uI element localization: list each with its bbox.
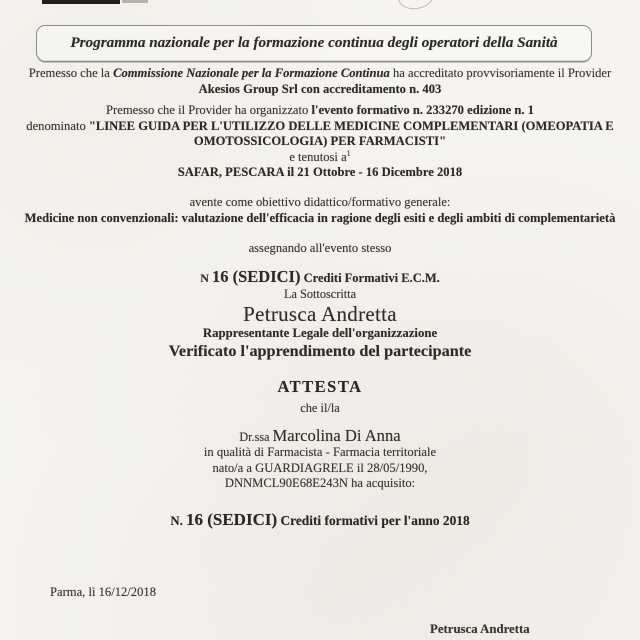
event-number: l'evento formativo n. 233270 edizione n. 1 xyxy=(311,103,534,117)
accreditation-mid: ha accreditato provvisoriamente il Provider xyxy=(389,66,612,80)
credits-n-label: N xyxy=(200,271,209,285)
objective-paragraph xyxy=(20,195,620,226)
verification-line: Verificato l'apprendimento del partecipante xyxy=(168,342,472,360)
credits-awarded-line xyxy=(20,269,620,287)
banner-title: Programma nazionale per la formazione continua degli operatori della Sanità xyxy=(36,25,592,62)
footnote-marker: 1 xyxy=(346,148,351,158)
participant-birth: nato/a a GUARDIAGRELE il 28/05/1990, xyxy=(212,460,428,475)
denominato-label: denominato xyxy=(26,118,89,133)
objective-intro: avente come obiettivo didattico/formativo generale: xyxy=(189,195,451,209)
accreditation-paragraph xyxy=(20,66,620,97)
final-credits-amount: 16 (SEDICI) xyxy=(185,510,278,529)
credits-label: Crediti Formativi E.C.M. xyxy=(300,271,440,285)
provider-name: Akesios Group Srl con accreditamento n. 403 xyxy=(198,81,442,96)
place-date: Parma, lì 16/12/2018 xyxy=(50,585,156,599)
accreditation-pre: Premesso che la xyxy=(28,66,114,80)
cropped-stamp-edge-icon xyxy=(396,0,436,12)
credits-final-line xyxy=(20,512,620,530)
participant-title: Dr.ssa xyxy=(239,430,273,444)
assignment-line: assegnando all'evento stesso xyxy=(248,241,392,255)
final-credits-label: Crediti formativi per l'anno 2018 xyxy=(277,513,470,528)
participant-block xyxy=(20,428,620,492)
credits-amount: 16 (SEDICI) xyxy=(211,267,301,286)
event-pre: Premesso che il Provider ha organizzato xyxy=(106,103,312,117)
event-title: "LINEE GUIDA PER L'UTILIZZO DELLE MEDICINE COMPLEMENTARI (OMEOPATIA E OMOTOSSICOLOGIA) PER FARMACISTI" xyxy=(88,118,614,149)
participant-qualification: in qualità di Farmacista - Farmacia territoriale xyxy=(203,445,437,460)
credits-awarded-block xyxy=(20,269,620,342)
signature-name: Petrusca Andretta xyxy=(430,622,530,636)
undersigned-label: La Sottoscritta xyxy=(283,286,357,301)
participant-fiscal-code: DNNMCL90E68E243N ha acquisito: xyxy=(224,476,416,491)
venue-date: SAFAR, PESCARA il 21 Ottobre - 16 Dicembre 2018 xyxy=(177,165,463,180)
commission-name: Commissione Nazionale per la Formazione Continua xyxy=(113,66,390,80)
attestation-subject: che il/la xyxy=(300,401,340,415)
cropped-logo-smudge xyxy=(122,0,148,3)
event-paragraph xyxy=(20,103,620,181)
participant-name: Marcolina Di Anna xyxy=(272,426,401,445)
objective-description: Medicine non convenzionali: valutazione dell'efficacia in ragione degli esiti e degli ambiti di complementarietà xyxy=(24,210,616,225)
signer-name: Petrusca Andretta xyxy=(243,302,397,327)
cropped-logo-bar xyxy=(42,0,120,4)
attestation-word: ATTESTA xyxy=(277,377,363,396)
signer-role: Rappresentante Legale dell'organizzazione xyxy=(202,326,438,341)
held-at-label: e tenutosi a xyxy=(289,149,347,164)
final-n-label: N. xyxy=(170,514,186,528)
